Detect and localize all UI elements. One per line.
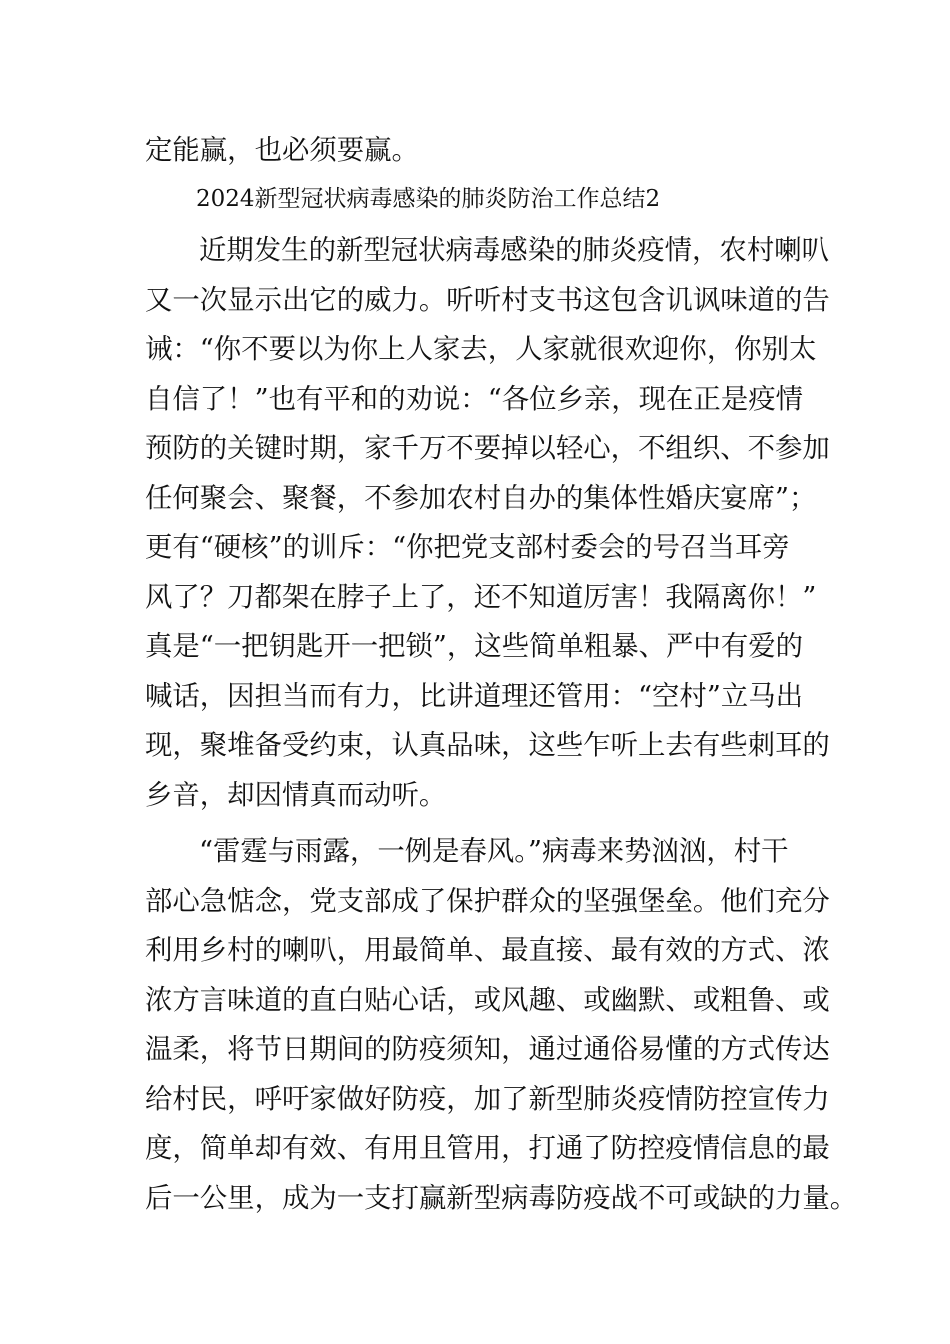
- paragraph-line: 任何聚会、聚餐，不参加农村自办的集体性婚庆宴席”；: [145, 483, 817, 514]
- paragraph-line: 温柔，将节日期间的防疫须知，通过通俗易懂的方式传达: [145, 1034, 830, 1065]
- paragraph-line: 乡音，却因情真而动听。: [145, 780, 447, 811]
- lead-line: 定能赢，也必须要赢。: [145, 135, 419, 166]
- paragraph-line: 近期发生的新型冠状病毒感染的肺炎疫情，农村喇叭: [199, 235, 829, 266]
- paragraph-line: “雷霆与雨露，一例是春风。”病毒来势汹汹，村干: [199, 836, 789, 867]
- paragraph-line: 利用乡村的喇叭，用最简单、最直接、最有效的方式、浓: [145, 935, 830, 966]
- paragraph-line: 后一公里，成为一支打赢新型病毒防疫战不可或缺的力量。: [145, 1183, 858, 1214]
- paragraph-line: 自信了！”也有平和的劝说：“各位乡亲，现在正是疫情: [145, 384, 803, 415]
- section-title: 2024新型冠状病毒感染的肺炎防治工作总结2: [196, 186, 661, 212]
- paragraph-line: 更有“硬核”的训斥：“你把党支部村委会的号召当耳旁: [145, 532, 790, 563]
- paragraph-line: 现，聚堆备受约束，认真品味，这些乍听上去有些刺耳的: [145, 730, 830, 761]
- paragraph-line: 预防的关键时期，家千万不要掉以轻心，不组织、不参加: [145, 433, 830, 464]
- paragraph-line: 喊话，因担当而有力，比讲道理还管用：“空村”立马出: [145, 681, 803, 712]
- paragraph-line: 度，简单却有效、有用且管用，打通了防控疫情信息的最: [145, 1133, 830, 1164]
- paragraph-line: 诫：“你不要以为你上人家去，人家就很欢迎你，你别太: [145, 334, 817, 365]
- paragraph-line: 浓方言味道的直白贴心话，或风趣、或幽默、或粗鲁、或: [145, 985, 830, 1016]
- paragraph-line: 给村民，呼吁家做好防疫，加了新型肺炎疫情防控宣传力: [145, 1084, 830, 1115]
- paragraph-line: 真是“一把钥匙开一把锁”，这些简单粗暴、严中有爱的: [145, 631, 803, 662]
- paragraph-line: 部心急惦念，党支部成了保护群众的坚强堡垒。他们充分: [145, 886, 830, 917]
- paragraph-line: 又一次显示出它的威力。听听村支书这包含讥讽味道的告: [145, 285, 830, 316]
- paragraph-line: 风了？刀都架在脖子上了，还不知道厉害！我隔离你！”: [145, 582, 817, 613]
